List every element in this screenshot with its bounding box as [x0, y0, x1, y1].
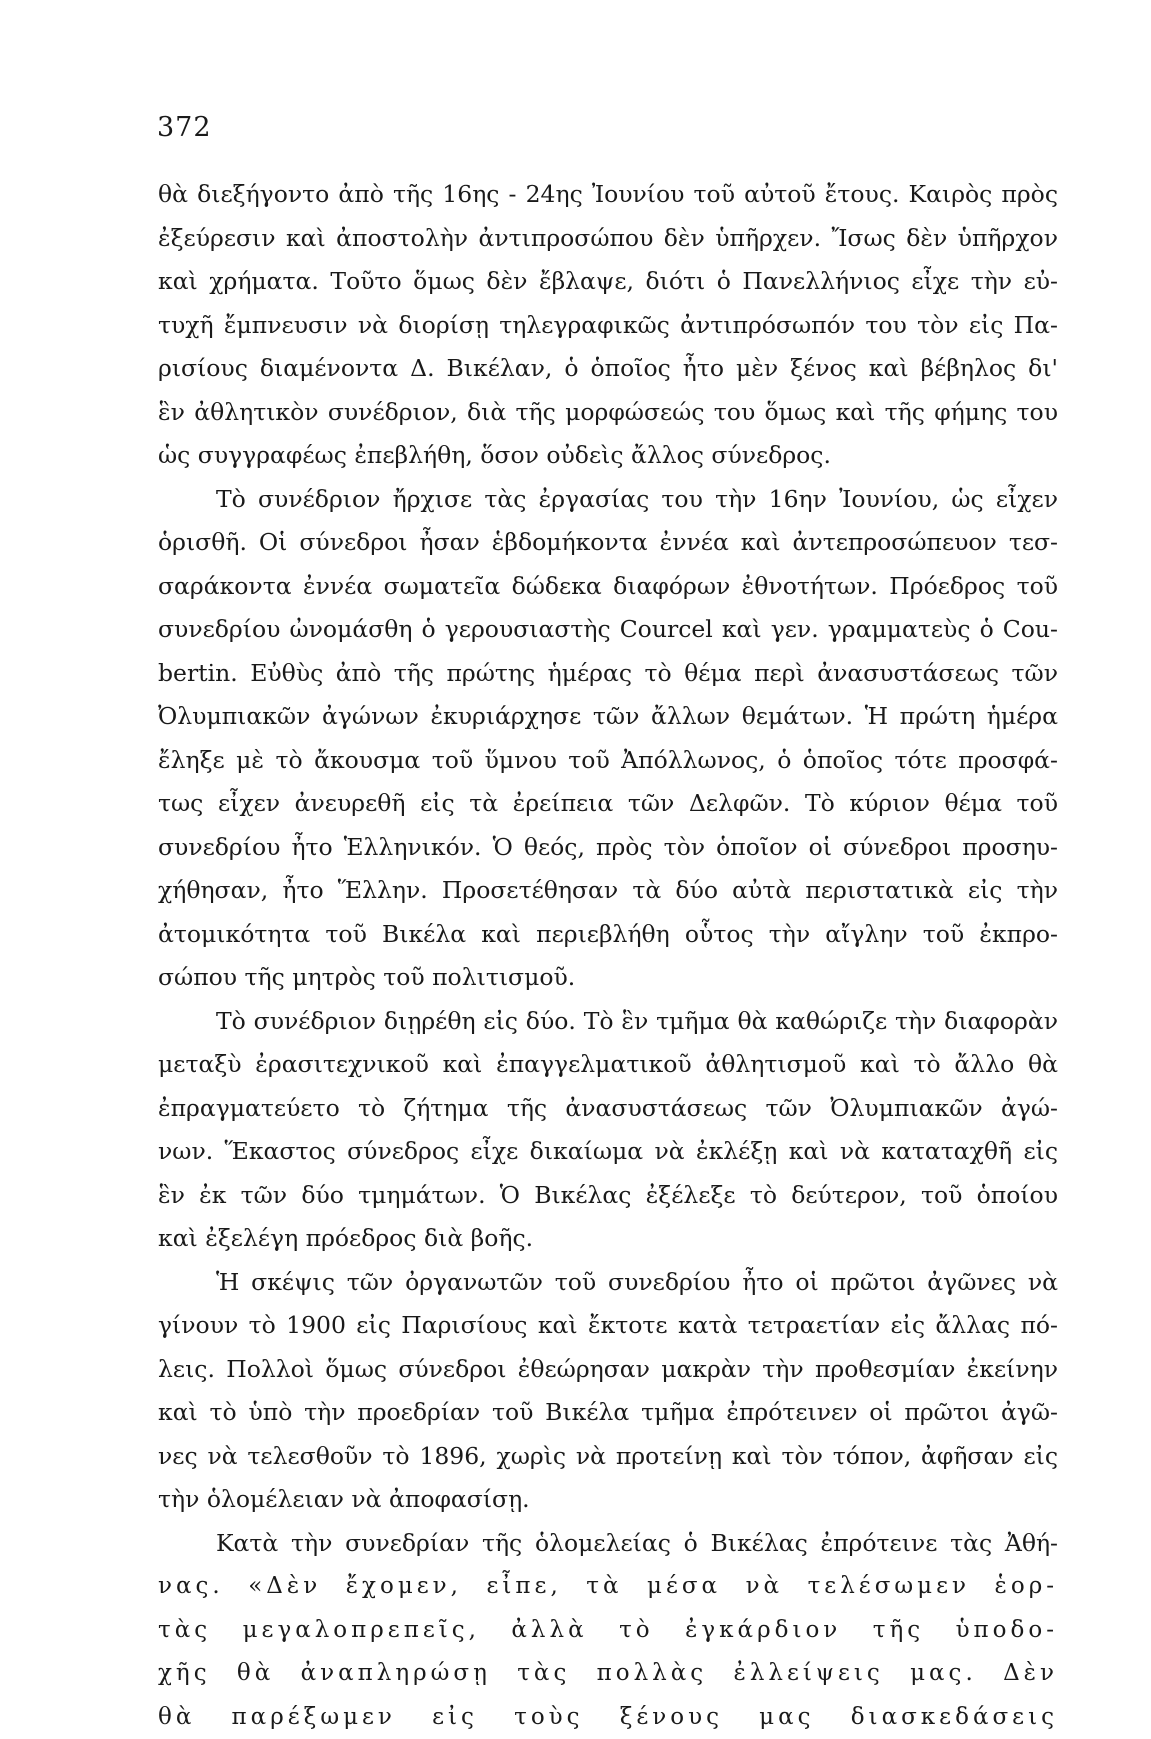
text-line: Ὀλυμπιακῶν ἀγώνων ἐκυριάρχησε τῶν ἄλλων θεμάτων. Ἡ πρώτη ἡμέρα: [158, 695, 1058, 739]
text-line: συνεδρίου ὠνομάσθη ὁ γερουσιαστὴς Courcel καὶ γεν. γραμματεὺς ὁ Cou-: [158, 608, 1058, 652]
paragraph: [158, 1522, 1058, 1739]
text-line: Κατὰ τὴν συνεδρίαν τῆς ὁλομελείας ὁ Βικέλας ἐπρότεινε τὰς Ἀθή-: [158, 1522, 1058, 1566]
text-line-spaced: νας. «Δὲν ἔχομεν, εἶπε, τὰ μέσα νὰ τελέσωμεν ἑορ-: [158, 1565, 1058, 1609]
text-line: Τὸ συνέδριον ἤρχισε τὰς ἐργασίας του τὴν 16ην Ἰουνίου, ὡς εἶχεν: [158, 478, 1058, 522]
text-line: καὶ χρήματα. Τοῦτο ὅμως δὲν ἔβλαψε, διότι ὁ Πανελλήνιος εἶχε τὴν εὐ-: [158, 260, 1058, 304]
text-line: νων. Ἕκαστος σύνεδρος εἶχε δικαίωμα νὰ ἐκλέξῃ καὶ νὰ καταταχθῆ εἰς: [158, 1130, 1058, 1174]
text-line: ἐξεύρεσιν καὶ ἀποστολὴν ἀντιπροσώπου δὲν ὑπῆρχεν. Ἴσως δὲν ὑπῆρχον: [158, 217, 1058, 261]
paragraph: [158, 1000, 1058, 1261]
text-line: ἓν ἀθλητικὸν συνέδριον, διὰ τῆς μορφώσεώς του ὅμως καὶ τῆς φήμης του: [158, 391, 1058, 435]
text-line: Τὸ συνέδριον διῃρέθη εἰς δύο. Τὸ ἓν τμῆμα θὰ καθώριζε τὴν διαφορὰν: [158, 1000, 1058, 1044]
text-line: ὡς συγγραφέως ἐπεβλήθη, ὅσον οὐδεὶς ἄλλος σύνεδρος.: [158, 434, 1058, 478]
text-line: χήθησαν, ἦτο Ἕλλην. Προσετέθησαν τὰ δύο αὐτὰ περιστατικὰ εἰς τὴν: [158, 869, 1058, 913]
text-line: τως εἶχεν ἀνευρεθῆ εἰς τὰ ἐρείπεια τῶν Δελφῶν. Τὸ κύριον θέμα τοῦ: [158, 782, 1058, 826]
text-line: ἀτομικότητα τοῦ Βικέλα καὶ περιεβλήθη οὗτος τὴν αἴγλην τοῦ ἐκπρο-: [158, 913, 1058, 957]
body-text: [158, 173, 1058, 1739]
text-line: ὁρισθῆ. Οἱ σύνεδροι ἦσαν ἑβδομήκοντα ἐννέα καὶ ἀντεπροσώπευον τεσ-: [158, 521, 1058, 565]
text-line: σαράκοντα ἐννέα σωματεῖα δώδεκα διαφόρων ἐθνοτήτων. Πρόεδρος τοῦ: [158, 565, 1058, 609]
text-line: γίνουν τὸ 1900 εἰς Παρισίους καὶ ἔκτοτε κατὰ τετραετίαν εἰς ἄλλας πό-: [158, 1304, 1058, 1348]
text-line: τυχῆ ἔμπνευσιν νὰ διορίσῃ τηλεγραφικῶς ἀντιπρόσωπόν του τὸν εἰς Πα-: [158, 304, 1058, 348]
text-line: ρισίους διαμένοντα Δ. Βικέλαν, ὁ ὁποῖος ἦτο μὲν ξένος καὶ βέβηλος δι': [158, 347, 1058, 391]
paragraph: [158, 1261, 1058, 1522]
text-line: μεταξὺ ἐρασιτεχνικοῦ καὶ ἐπαγγελματικοῦ ἀθλητισμοῦ καὶ τὸ ἄλλο θὰ: [158, 1043, 1058, 1087]
paragraph: [158, 173, 1058, 478]
text-line: λεις. Πολλοὶ ὅμως σύνεδροι ἐθεώρησαν μακρὰν τὴν προθεσμίαν ἐκείνην: [158, 1348, 1058, 1392]
text-line: ἔληξε μὲ τὸ ἄκουσμα τοῦ ὕμνου τοῦ Ἀπόλλωνος, ὁ ὁποῖος τότε προσφά-: [158, 739, 1058, 783]
text-line: καὶ ἐξελέγη πρόεδρος διὰ βοῆς.: [158, 1217, 1058, 1261]
paragraph: [158, 478, 1058, 1000]
text-line: ἓν ἐκ τῶν δύο τμημάτων. Ὁ Βικέλας ἐξέλεξε τὸ δεύτερον, τοῦ ὁποίου: [158, 1174, 1058, 1218]
text-line-spaced: χῆς θὰ ἀναπληρώσῃ τὰς πολλὰς ἐλλείψεις μας. Δὲν: [158, 1652, 1058, 1696]
text-line: Ἡ σκέψις τῶν ὀργανωτῶν τοῦ συνεδρίου ἦτο οἱ πρῶτοι ἀγῶνες νὰ: [158, 1261, 1058, 1305]
text-line: σώπου τῆς μητρὸς τοῦ πολιτισμοῦ.: [158, 956, 1058, 1000]
text-line: νες νὰ τελεσθοῦν τὸ 1896, χωρὶς νὰ προτείνῃ καὶ τὸν τόπον, ἀφῆσαν εἰς: [158, 1435, 1058, 1479]
text-line: τὴν ὁλομέλειαν νὰ ἀποφασίσῃ.: [158, 1478, 1058, 1522]
text-line-spaced: θὰ παρέξωμεν εἰς τοὺς ξένους μας διασκεδάσεις: [158, 1696, 1058, 1739]
text-line: συνεδρίου ἦτο Ἑλληνικόν. Ὁ θεός, πρὸς τὸν ὁποῖον οἱ σύνεδροι προσηυ-: [158, 826, 1058, 870]
text-line-spaced: τὰς μεγαλοπρεπεῖς, ἀλλὰ τὸ ἐγκάρδιον τῆς ὑποδο-: [158, 1609, 1058, 1653]
text-line: bertin. Εὐθὺς ἀπὸ τῆς πρώτης ἡμέρας τὸ θέμα περὶ ἀνασυστάσεως τῶν: [158, 652, 1058, 696]
text-line: καὶ τὸ ὑπὸ τὴν προεδρίαν τοῦ Βικέλα τμῆμα ἐπρότεινεν οἱ πρῶτοι ἀγῶ-: [158, 1391, 1058, 1435]
page-number: 372: [157, 112, 212, 143]
text-line: ἐπραγματεύετο τὸ ζήτημα τῆς ἀνασυστάσεως τῶν Ὀλυμπιακῶν ἀγώ-: [158, 1087, 1058, 1131]
text-line: θὰ διεξήγοντο ἀπὸ τῆς 16ης - 24ης Ἰουνίου τοῦ αὐτοῦ ἔτους. Καιρὸς πρὸς: [158, 173, 1058, 217]
